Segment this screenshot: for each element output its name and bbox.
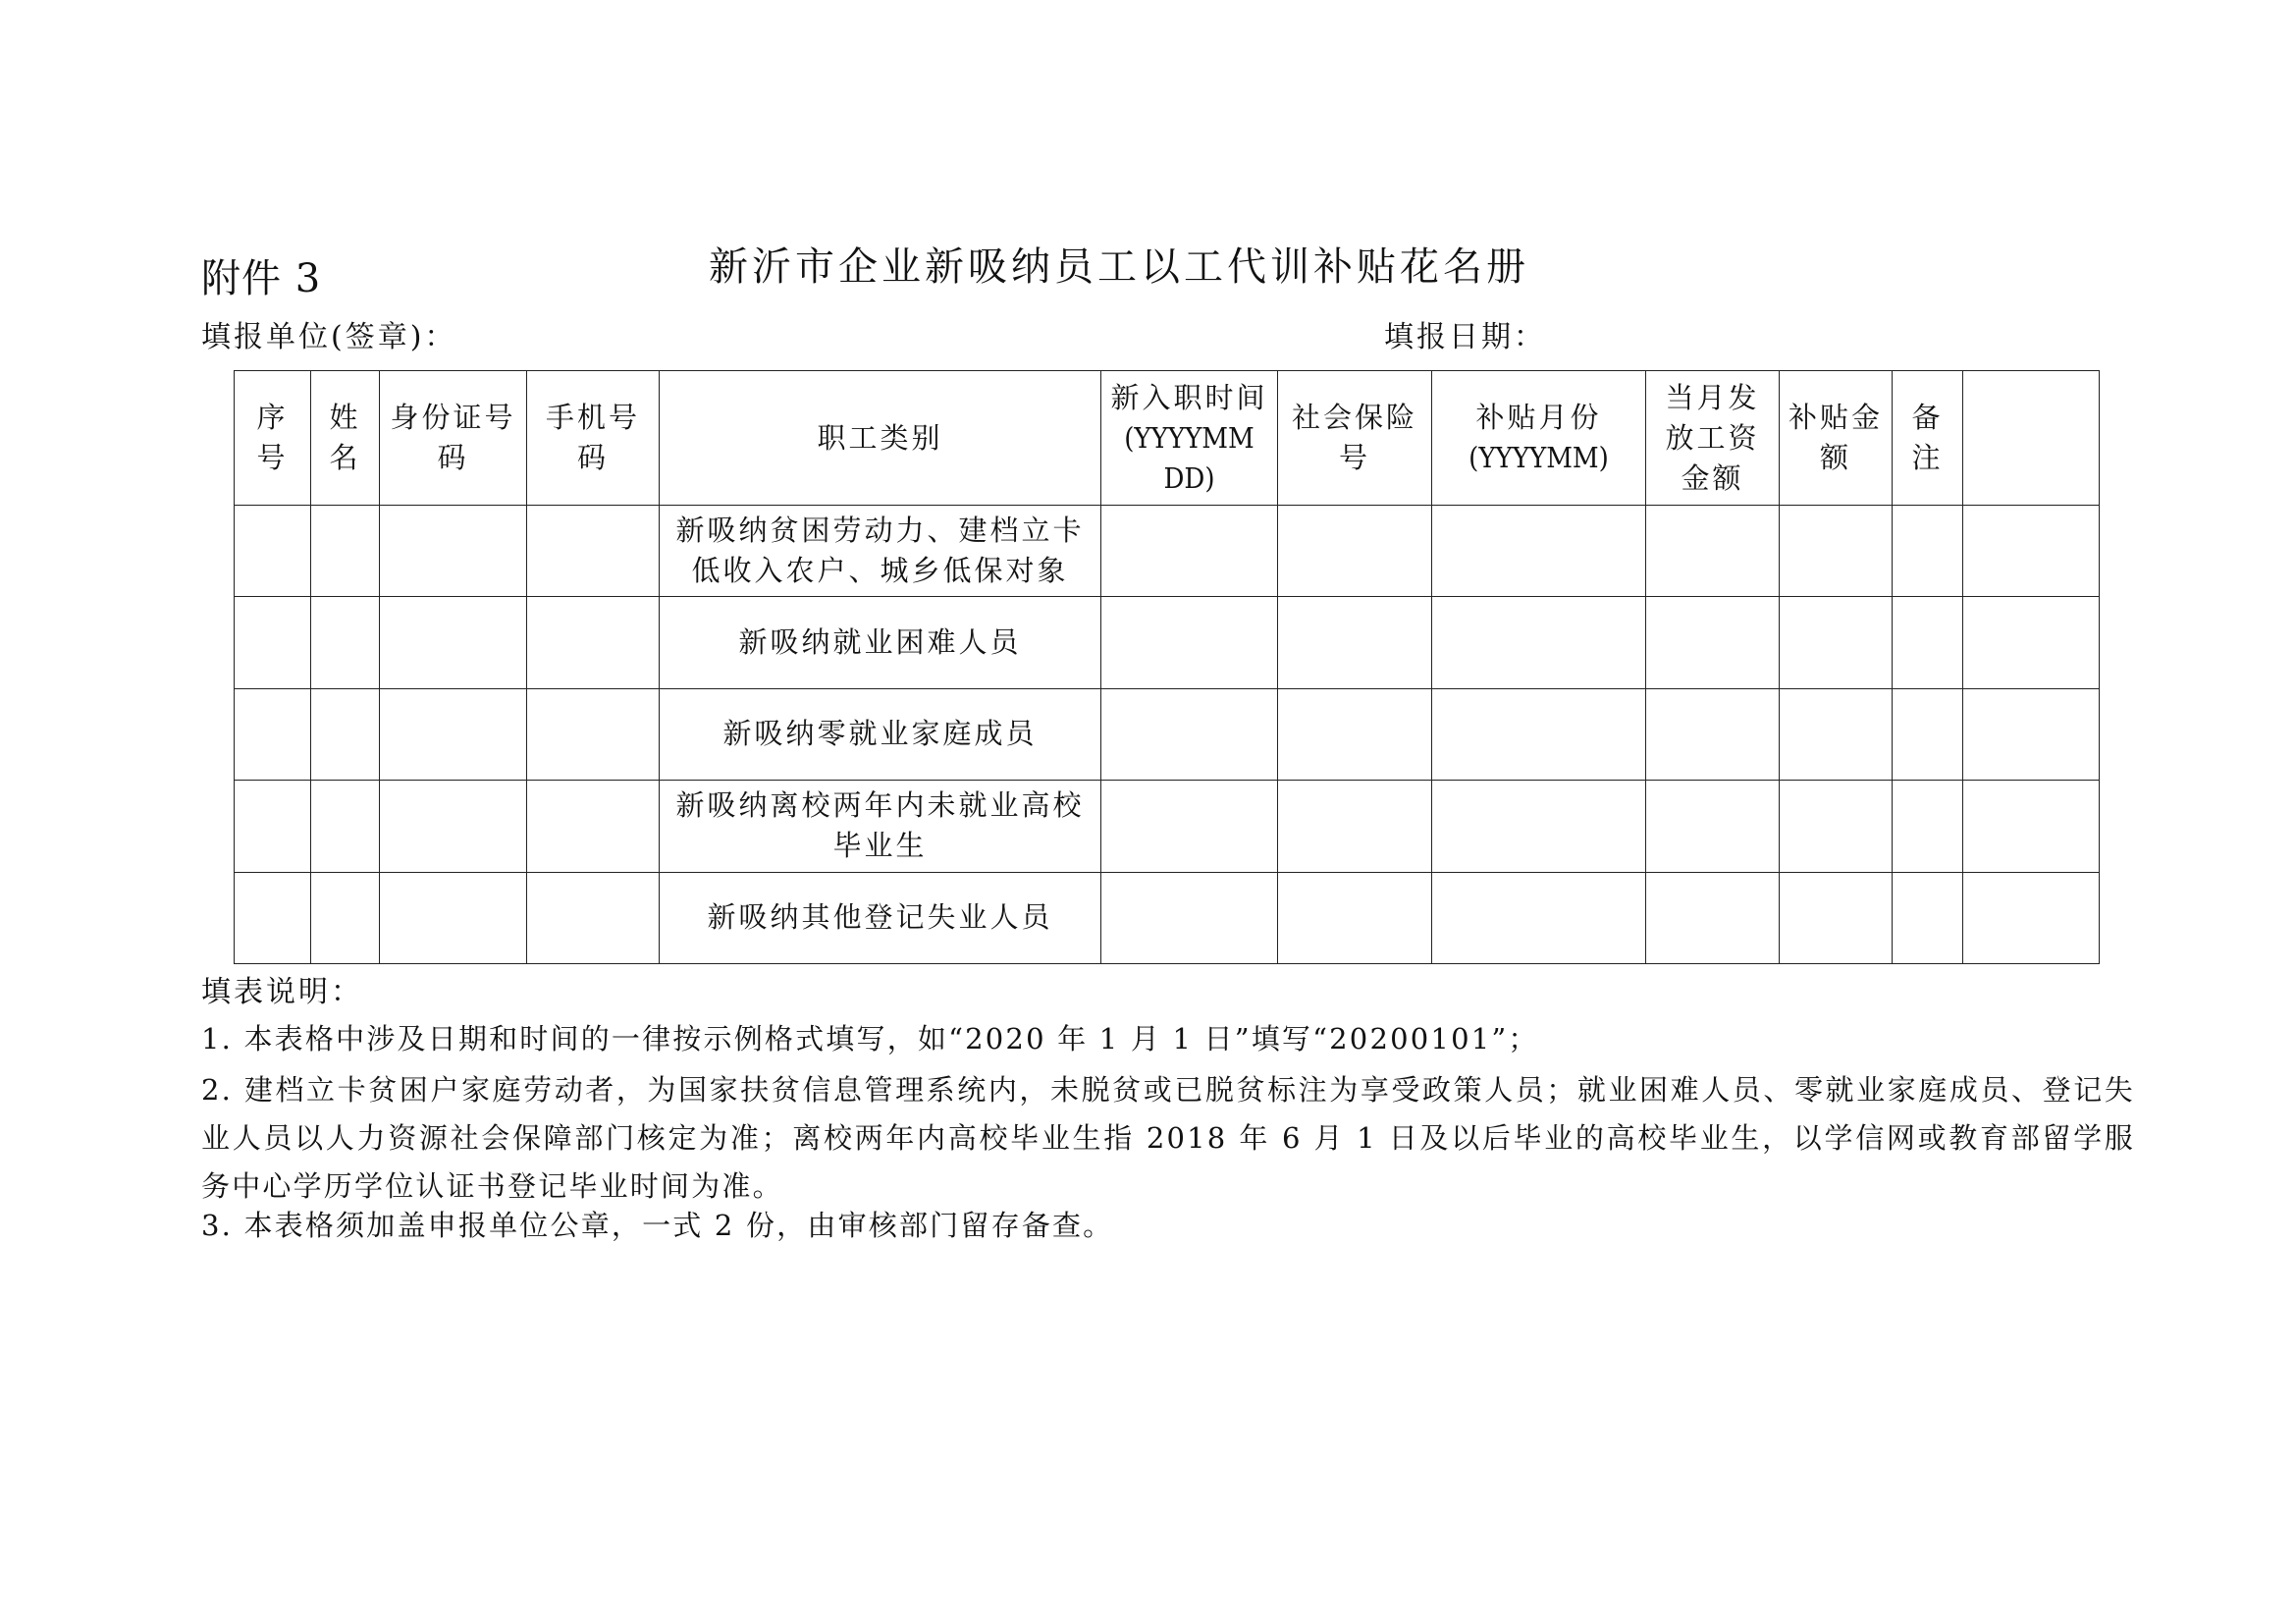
cell-hire-date[interactable] (1101, 872, 1278, 963)
table-row (235, 506, 2100, 597)
cell-remarks[interactable] (1893, 597, 1963, 688)
roster-table (234, 370, 2100, 964)
column-header-subsidy-month: 补贴月份 (YYYYMM) (1432, 371, 1646, 506)
cell-wage-amount[interactable] (1646, 506, 1780, 597)
cell-seq[interactable] (235, 597, 311, 688)
cell-social-insurance[interactable] (1278, 688, 1432, 780)
cell-subsidy-amount[interactable] (1780, 781, 1893, 872)
cell-hire-date[interactable] (1101, 597, 1278, 688)
cell-phone[interactable] (527, 597, 660, 688)
cell-social-insurance[interactable] (1278, 872, 1432, 963)
table-row (235, 872, 2100, 963)
column-header-category: 职工类别 (660, 371, 1101, 506)
cell-social-insurance[interactable] (1278, 597, 1432, 688)
cell-category: 新吸纳其他登记失业人员 (660, 872, 1101, 963)
cell-subsidy-amount[interactable] (1780, 506, 1893, 597)
cell-seq[interactable] (235, 781, 311, 872)
notes-heading: 填表说明： (201, 975, 363, 1009)
cell-seq[interactable] (235, 872, 311, 963)
cell-name[interactable] (311, 506, 380, 597)
cell-blank[interactable] (1963, 781, 2100, 872)
note-item-1: 1. 本表格中涉及日期和时间的一律按示例格式填写，如“2020 年 1 月 1 日”填写“20200101”； (201, 1022, 1539, 1055)
cell-phone[interactable] (527, 688, 660, 780)
cell-blank[interactable] (1963, 688, 2100, 780)
cell-blank[interactable] (1963, 506, 2100, 597)
cell-social-insurance[interactable] (1278, 506, 1432, 597)
note-item-3: 3. 本表格须加盖申报单位公章，一式 2 份，由审核部门留存备查。 (201, 1209, 1114, 1242)
cell-subsidy-amount[interactable] (1780, 872, 1893, 963)
column-header-hire-date: 新入职时间 (YYYYMM DD) (1101, 371, 1278, 506)
column-header-seq: 序 号 (235, 371, 311, 506)
column-header-remarks: 备注 (1893, 371, 1963, 506)
cell-name[interactable] (311, 688, 380, 780)
cell-subsidy-amount[interactable] (1780, 688, 1893, 780)
column-header-blank (1963, 371, 2100, 506)
cell-hire-date[interactable] (1101, 506, 1278, 597)
cell-id-number[interactable] (380, 597, 527, 688)
cell-remarks[interactable] (1893, 872, 1963, 963)
cell-id-number[interactable] (380, 781, 527, 872)
cell-id-number[interactable] (380, 872, 527, 963)
column-header-subsidy-amount: 补贴金 额 (1780, 371, 1893, 506)
cell-blank[interactable] (1963, 597, 2100, 688)
document-title: 新沂市企业新吸纳员工以工代训补贴花名册 (709, 244, 1529, 290)
cell-name[interactable] (311, 872, 380, 963)
cell-hire-date[interactable] (1101, 781, 1278, 872)
cell-subsidy-amount[interactable] (1780, 597, 1893, 688)
cell-phone[interactable] (527, 781, 660, 872)
column-header-phone: 手机号 码 (527, 371, 660, 506)
cell-blank[interactable] (1963, 872, 2100, 963)
note-item-2: 2. 建档立卡贫困户家庭劳动者，为国家扶贫信息管理系统内，未脱贫或已脱贫标注为享受政策人员；就业困难人员、零就业家庭成员、登记失业人员以人力资源社会保障部门核定为准；离校两年内高校毕业生指 2018 年 6 月 1 日及以后毕业的高校毕业生，以学信网或教育部留学服务中心学历学位认证书登记毕业时间为准。 (201, 1073, 2135, 1203)
cell-subsidy-month[interactable] (1432, 872, 1646, 963)
table-row (235, 597, 2100, 688)
cell-category: 新吸纳贫困劳动力、建档立卡 低收入农户、城乡低保对象 (660, 506, 1101, 597)
filler-unit-label: 填报单位(签章)： (201, 320, 457, 354)
cell-remarks[interactable] (1893, 506, 1963, 597)
cell-remarks[interactable] (1893, 688, 1963, 780)
cell-subsidy-month[interactable] (1432, 781, 1646, 872)
cell-subsidy-month[interactable] (1432, 597, 1646, 688)
cell-wage-amount[interactable] (1646, 597, 1780, 688)
cell-category: 新吸纳离校两年内未就业高校 毕业生 (660, 781, 1101, 872)
cell-wage-amount[interactable] (1646, 781, 1780, 872)
column-header-wage-amount: 当月发 放工资 金额 (1646, 371, 1780, 506)
cell-subsidy-month[interactable] (1432, 688, 1646, 780)
cell-hire-date[interactable] (1101, 688, 1278, 780)
cell-remarks[interactable] (1893, 781, 1963, 872)
cell-seq[interactable] (235, 506, 311, 597)
cell-name[interactable] (311, 597, 380, 688)
cell-id-number[interactable] (380, 688, 527, 780)
cell-category: 新吸纳就业困难人员 (660, 597, 1101, 688)
cell-subsidy-month[interactable] (1432, 506, 1646, 597)
column-header-id-number: 身份证号 码 (380, 371, 527, 506)
table-header-row (235, 371, 2100, 506)
cell-name[interactable] (311, 781, 380, 872)
cell-phone[interactable] (527, 506, 660, 597)
column-header-social-insurance: 社会保险 号 (1278, 371, 1432, 506)
cell-phone[interactable] (527, 872, 660, 963)
cell-seq[interactable] (235, 688, 311, 780)
fill-date-label: 填报日期： (1384, 320, 1546, 354)
cell-category: 新吸纳零就业家庭成员 (660, 688, 1101, 780)
cell-wage-amount[interactable] (1646, 872, 1780, 963)
cell-social-insurance[interactable] (1278, 781, 1432, 872)
table-row (235, 688, 2100, 780)
table-row (235, 781, 2100, 872)
cell-id-number[interactable] (380, 506, 527, 597)
column-header-name: 姓 名 (311, 371, 380, 506)
cell-wage-amount[interactable] (1646, 688, 1780, 780)
attachment-label: 附件 3 (201, 256, 322, 301)
